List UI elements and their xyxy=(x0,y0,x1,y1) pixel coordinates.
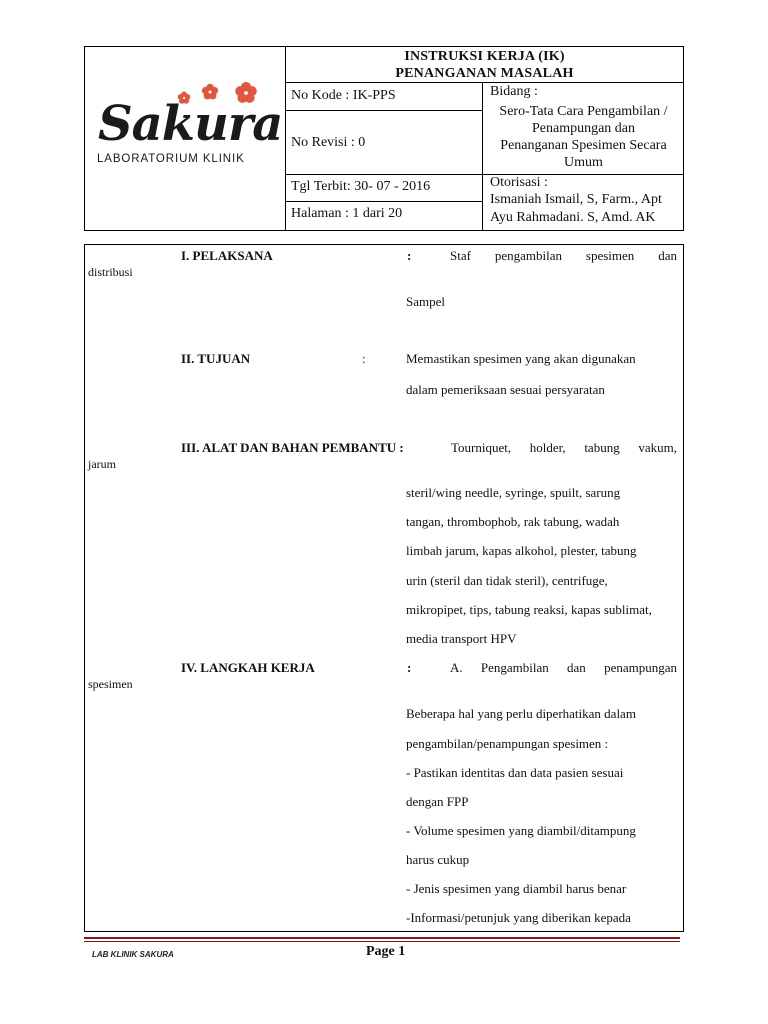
section-text-line: mikropipet, tips, tabung reaksi, kapas sublimat, xyxy=(406,602,652,617)
section-colon: : xyxy=(362,351,366,366)
logo-subtitle: LABORATORIUM KLINIK xyxy=(97,153,245,165)
halaman: Halaman : 1 dari 20 xyxy=(291,206,403,221)
header-divider xyxy=(285,174,684,175)
wrapped-word: distribusi xyxy=(88,265,133,279)
justified-line: Staf pengambilan spesimen dan xyxy=(450,248,677,263)
otorisasi-line: Ismaniah Ismail, S, Farm., Apt xyxy=(490,192,662,207)
wrapped-word: jarum xyxy=(88,457,116,471)
tgl-terbit: Tgl Terbit: 30- 07 - 2016 xyxy=(291,179,431,194)
bidang-line: Sero-Tata Cara Pengambilan / xyxy=(499,104,668,119)
justified-line: Tourniquet, holder, tabung vakum, xyxy=(451,440,677,455)
bidang-line: Penanganan Spesimen Secara xyxy=(500,138,667,153)
no-kode: No Kode : IK-PPS xyxy=(291,88,396,103)
section-text-line: pengambilan/penampungan spesimen : xyxy=(406,736,609,751)
section-text-line: Sampel xyxy=(406,294,445,309)
doc-title: INSTRUKSI KERJA (IK) xyxy=(404,49,565,64)
section-text-line: steril/wing needle, syringe, spuilt, sarung xyxy=(406,485,621,500)
section-text-line: - Jenis spesimen yang diambil harus benar xyxy=(406,881,627,896)
section-text-line: media transport HPV xyxy=(406,631,517,646)
section-text-line: -Informasi/petunjuk yang diberikan kepada xyxy=(406,910,631,925)
header-divider xyxy=(285,201,482,202)
footer-rule xyxy=(84,937,680,939)
section-colon: : xyxy=(407,248,412,263)
section-text-line: dalam pemeriksaan sesuai persyaratan xyxy=(406,382,605,397)
section-heading: II. TUJUAN xyxy=(181,351,251,366)
bidang-line: Penampungan dan xyxy=(531,121,636,136)
section-text-line: limbah jarum, kapas alkohol, plester, tabung xyxy=(406,543,637,558)
section-heading: III. ALAT DAN BAHAN PEMBANTU : xyxy=(181,440,404,455)
section-heading: I. PELAKSANA xyxy=(181,248,273,263)
no-revisi: No Revisi : 0 xyxy=(291,135,366,150)
otorisasi-label: Otorisasi : xyxy=(490,175,548,190)
header-divider xyxy=(285,82,684,83)
section-text-line: harus cukup xyxy=(406,852,470,867)
header-divider xyxy=(285,110,482,111)
bidang-label: Bidang : xyxy=(490,84,538,99)
justified-line: A. Pengambilan dan penampungan xyxy=(450,660,677,675)
footer-rule xyxy=(84,941,680,942)
section-text-line: dengan FPP xyxy=(406,794,469,809)
section-text-line: - Volume spesimen yang diambil/ditampung xyxy=(406,823,636,838)
wrapped-word: spesimen xyxy=(88,677,133,691)
page-number: Page 1 xyxy=(366,944,406,959)
section-text-line: urin (steril dan tidak steril), centrifuge, xyxy=(406,573,608,588)
section-heading: IV. LANGKAH KERJA xyxy=(181,660,315,675)
section-colon: : xyxy=(407,660,412,675)
logo-wordmark: Sakura xyxy=(98,96,283,152)
section-text-line: Memastikan spesimen yang akan digunakan xyxy=(406,351,636,366)
section-text-line: Beberapa hal yang perlu diperhatikan dalam xyxy=(406,706,636,721)
bidang-line: Umum xyxy=(564,155,603,170)
section-text-line: - Pastikan identitas dan data pasien sesuai xyxy=(406,765,624,780)
section-text-line: tangan, thrombophob, rak tabung, wadah xyxy=(406,514,620,529)
doc-subtitle: PENANGANAN MASALAH xyxy=(395,66,574,81)
otorisasi-line: Ayu Rahmadani. S, Amd. AK xyxy=(490,210,656,225)
footer-lab-name: LAB KLINIK SAKURA xyxy=(92,950,174,959)
